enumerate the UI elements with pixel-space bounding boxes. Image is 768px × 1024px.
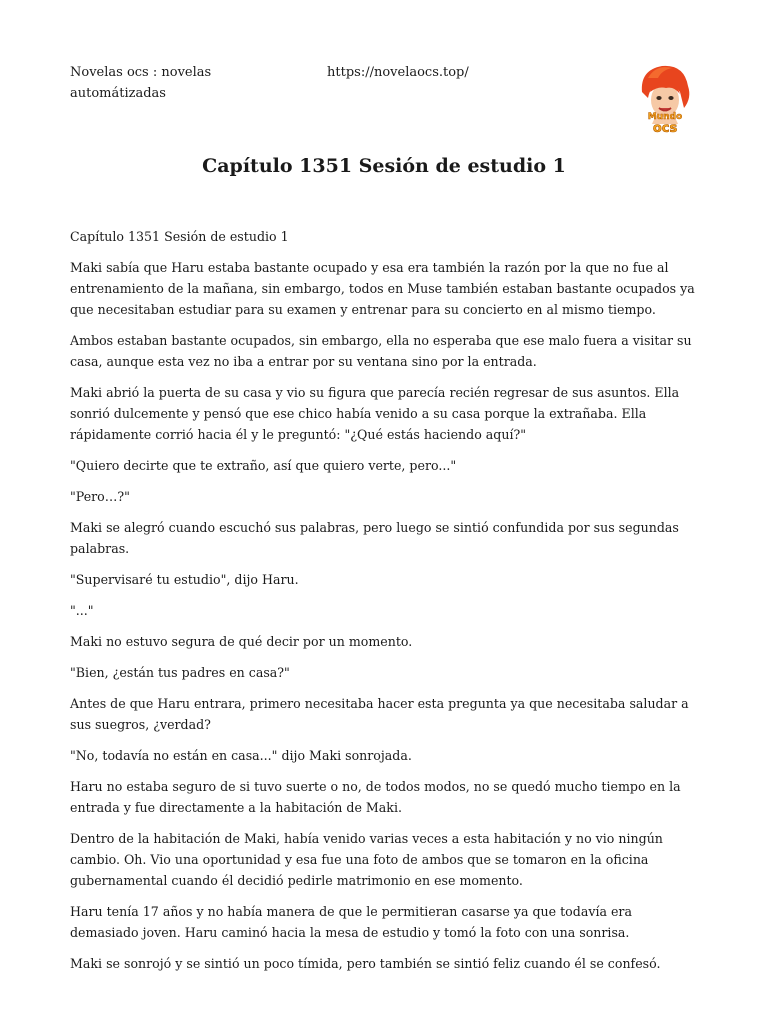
chapter-title: Capítulo 1351 Sesión de estudio 1: [202, 155, 566, 177]
paragraph: Maki no estuvo segura de qué decir por un momento.: [70, 634, 413, 649]
paragraph: Ambos estaban bastante ocupados, sin embargo, ella no esperaba que ese malo fuera a visitar su casa, aunque esta vez no iba a entrar por su ventana sino por la entrada.: [70, 333, 692, 369]
paragraph: "No, todavía no están en casa..." dijo Maki sonrojada.: [70, 748, 412, 763]
paragraph: Dentro de la habitación de Maki, había venido varias veces a esta habitación y no vio ningún cambio. Oh. Vio una oportunidad y esa fue una foto de ambos que se tomaron en la oficina gubernamental cuando él decidió pedirle matrimonio en ese momento.: [70, 831, 663, 888]
svg-text:Mundo: Mundo: [647, 112, 683, 122]
site-url[interactable]: https://novelaocs.top/: [327, 65, 469, 80]
paragraph: Capítulo 1351 Sesión de estudio 1: [70, 229, 289, 244]
paragraph: Haru no estaba seguro de si tuvo suerte o no, de todos modos, no se quedó mucho tiempo en la entrada y fue directamente a la habitación de Maki.: [70, 779, 681, 815]
paragraph: "Bien, ¿están tus padres en casa?": [70, 665, 290, 680]
mundo-ocs-logo: [632, 62, 698, 136]
site-name: Novelas ocs : novelas automátizadas: [70, 65, 212, 101]
svg-text:ocs: ocs: [652, 121, 678, 136]
chapter-body: [70, 226, 700, 984]
paragraph: "...": [70, 603, 94, 618]
paragraph: Maki abrió la puerta de su casa y vio su figura que parecía recién regresar de sus asuntos. Ella sonrió dulcemente y pensó que ese chico había venido a su casa porque la extrañaba. Ella rápidamente corrió hacia él y le preguntó: "¿Qué estás haciendo aquí?": [70, 385, 680, 442]
paragraph: Haru tenía 17 años y no había manera de que le permitieran casarse ya que todavía era demasiado joven. Haru caminó hacia la mesa de estudio y tomó la foto con una sonrisa.: [70, 904, 632, 940]
paragraph: Maki se sonrojó y se sintió un poco tímida, pero también se sintió feliz cuando él se confesó.: [70, 956, 661, 971]
paragraph: Maki se alegró cuando escuchó sus palabras, pero luego se sintió confundida por sus segundas palabras.: [70, 520, 679, 556]
paragraph: Maki sabía que Haru estaba bastante ocupado y esa era también la razón por la que no fue al entrenamiento de la mañana, sin embargo, todos en Muse también estaban bastante ocupados ya que necesitaban estudiar para su examen y entrenar para su concierto en al mismo tiempo.: [70, 260, 695, 317]
logo-text: [648, 112, 682, 136]
paragraph: "Supervisaré tu estudio", dijo Haru.: [70, 572, 299, 587]
paragraph: "Pero…?": [70, 489, 130, 504]
paragraph: "Quiero decirte que te extraño, así que quiero verte, pero...": [70, 458, 457, 473]
paragraph: Antes de que Haru entrara, primero necesitaba hacer esta pregunta ya que necesitaba saludar a sus suegros, ¿verdad?: [70, 696, 689, 732]
page-header: [70, 62, 698, 142]
